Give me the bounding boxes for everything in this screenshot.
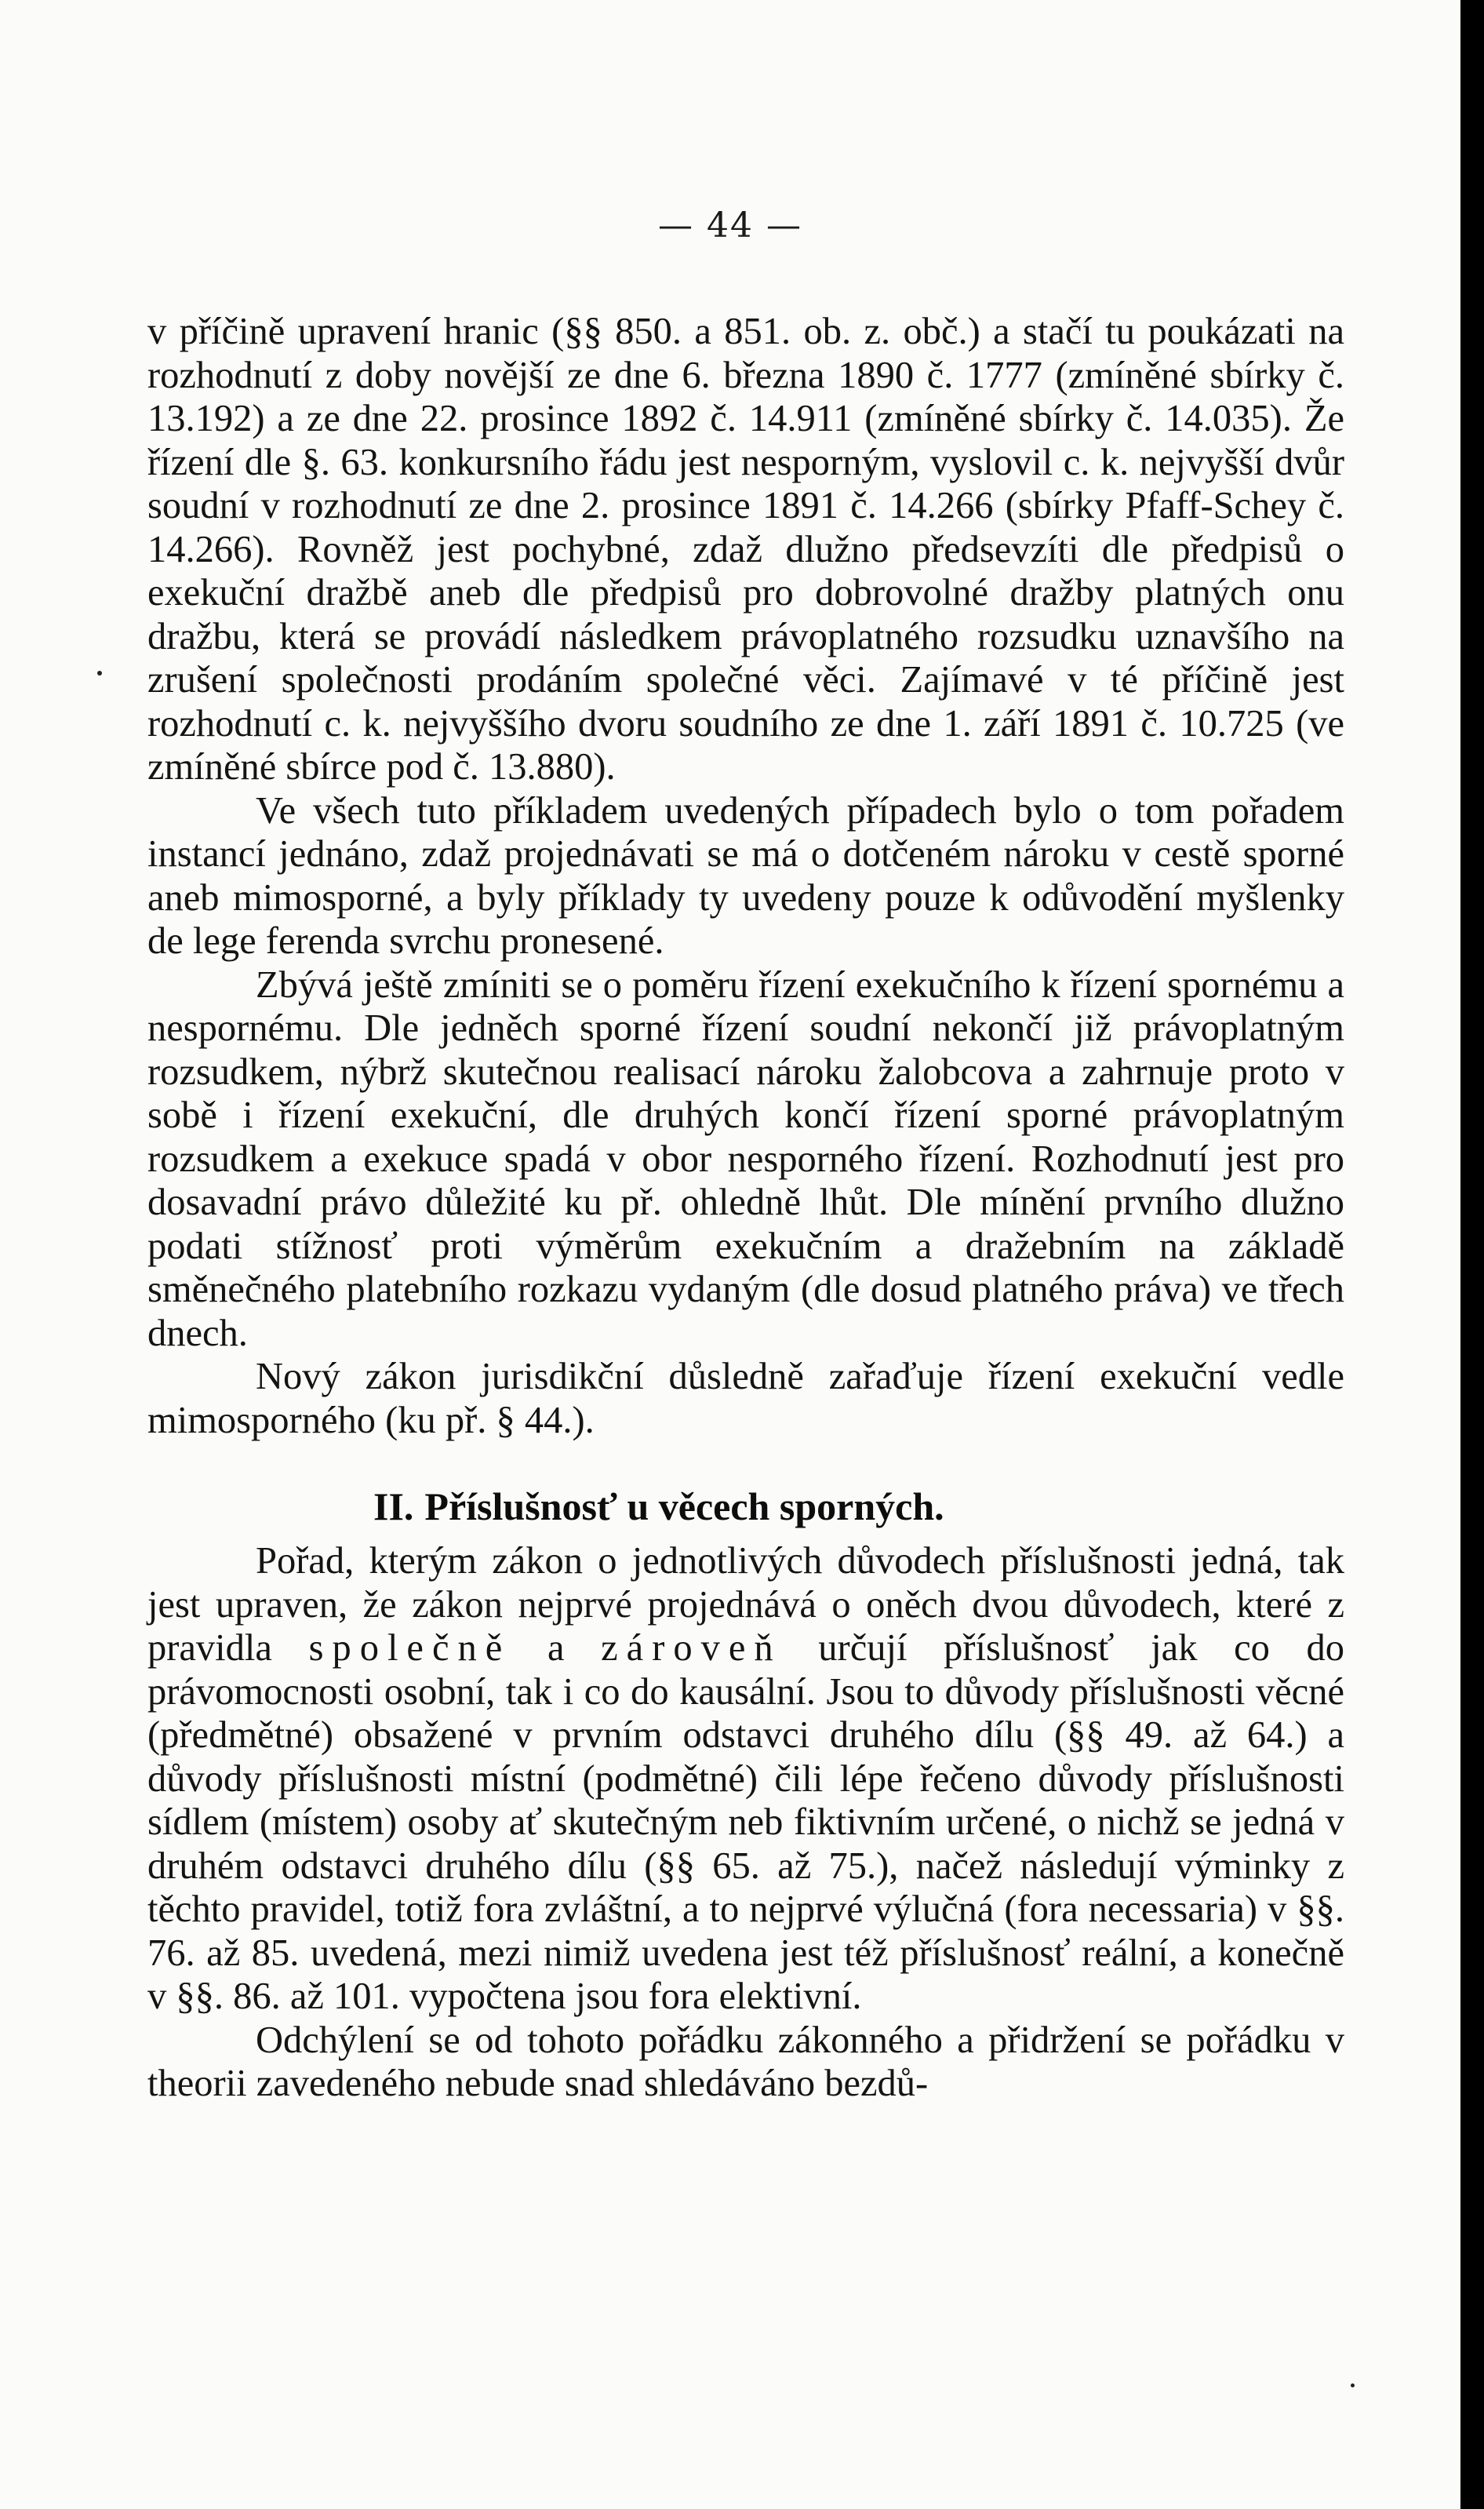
section-heading bbox=[147, 1483, 1344, 1530]
emphasis-zaroven: zároveň bbox=[601, 1627, 782, 1669]
paragraph-5-part-c: určují příslušnosť jak co do právomocnosti osobní, tak i co do kausální. Jsou to důvody příslušnosti věcné (předmětné) obsažené v prvním odstavci druhého dílu (§§ 49. až 64.) a důvody příslušnosti místní (podmětné) čili lépe řečeno důvody příslušnosti sídlem (místem) osoby ať skutečným neb fiktivním určené, o nichž se jedná v druhém odstavci druhého dílu (§§ 65. až 75.), načež následují výminky z těchto pravidel, totiž fora zvláštní, a to nejprvé výlučná (fora necessaria) v §§. 76. až 85. uvedená, mezi nimiž uvedena jest též příslušnosť reální, a konečně v §§. 86. až 101. vypočtena jsou fora elektivní. bbox=[147, 1627, 1345, 2017]
paragraph-1: v příčině upravení hranic (§§ 850. a 851. ob. z. obč.) a stačí tu poukázati na rozhodnutí z doby novější ze dne 6. března 1890 č. 1777 (zmíněné sbírky č. 13.192) a ze dne 22. prosince 1892 č. 14.911 (zmíněné sbírky č. 14.035). Že řízení dle §. 63. konkursního řádu jest nesporným, vyslovil c. k. nejvyšší dvůr soudní v rozhodnutí ze dne 2. prosince 1891 č. 14.266 (sbírky Pfaff-Schey č. 14.266). Rovněž jest pochybné, zdaž dlužno předsevzíti dle předpisů o exekuční dražbě aneb dle předpisů pro dobrovolné dražby platných onu dražbu, která se provádí následkem právoplatného rozsudku uznavšího na zrušení společnosti prodáním společné věci. Zajímavé v té příčině jest rozhodnutí c. k. nejvyššího dvoru soudního ze dne 1. září 1891 č. 10.725 (ve zmíněné sbírce pod č. 13.880). bbox=[147, 311, 1344, 788]
paragraph-2: Ve všech tuto příkladem uvedených případech bylo o tom pořadem instancí jednáno, zdaž projednávati se má o dotčeném nároku v cestě sporné aneb mimosporné, a byly příklady ty uvedeny pouze k odůvodění myšlenky de lege ferenda svrchu pronesené. bbox=[147, 789, 1344, 962]
paragraph-5 bbox=[147, 1539, 1344, 2019]
scan-speck bbox=[97, 671, 102, 676]
paragraph-5-part-b: a bbox=[547, 1627, 565, 1669]
page-number: — 44 — bbox=[658, 206, 802, 246]
paragraph-6: Odchýlení se od tohoto pořádku zákonného a přidržení se pořádku v theorii zavedeného nebude snad shledáváno bezdů- bbox=[147, 2019, 1344, 2104]
emphasis-spolecne: společně bbox=[308, 1627, 511, 1669]
paragraph-3: Zbývá ještě zmíniti se o poměru řízení exekučního k řízení spornému a nespornému. Dle jedněch sporné řízení soudní nekončí již právoplatným rozsudkem, nýbrž skutečnou realisací nároku žalobcova a zahrnuje proto v sobě i řízení exekuční, dle druhých končí řízení sporné právoplatným rozsudkem a exekuce spadá v obor nesporného řízení. Rozhodnutí jest pro dosavadní právo důležité ku př. ohledně lhůt. Dle mínění prvního dlužno podati stížnosť proti výměrům exekučním a dražebním na základě směnečného platebního rozkazu vydaným (dle dosud platného práva) ve třech dnech. bbox=[147, 963, 1344, 1354]
scan-speck bbox=[1351, 2383, 1355, 2387]
paragraph-5-part-a: Pořad, kterým zákon o jednotlivých důvodech příslušnosti jedná, tak jest upraven, že zákon nejprvé projednává o oněch dvou důvodech, které z pravidla bbox=[147, 1540, 1344, 1669]
section-title: Příslušnosť u věcech sporných. bbox=[424, 1484, 944, 1528]
page-body bbox=[147, 310, 1344, 2106]
paragraph-4: Nový zákon jurisdikční důsledně zařaďuje řízení exekuční vedle mimosporného (ku př. § 44.). bbox=[147, 1356, 1344, 1441]
scan-edge bbox=[1460, 0, 1484, 2509]
section-number: II. bbox=[373, 1484, 414, 1528]
